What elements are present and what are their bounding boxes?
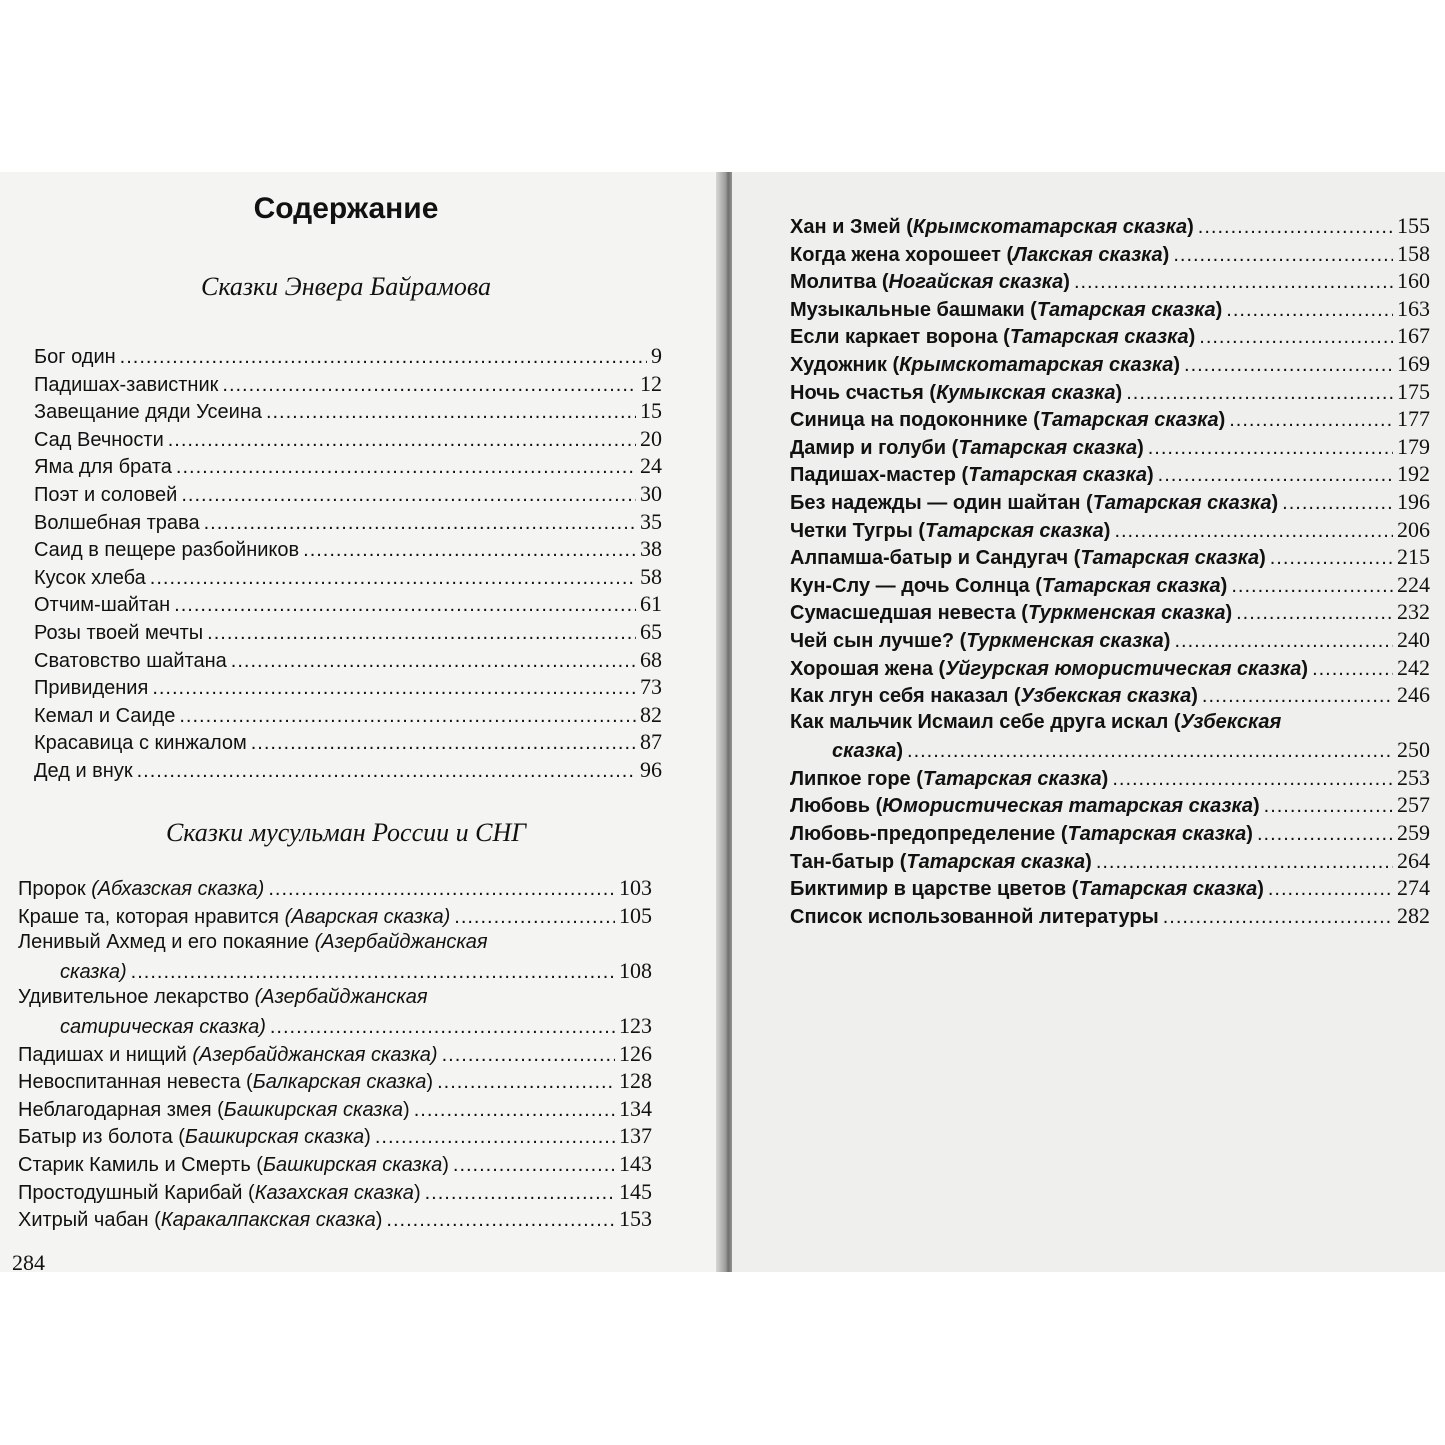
entry-page-number: 242 bbox=[1397, 654, 1430, 680]
dot-leader bbox=[1226, 297, 1393, 325]
entry-paren: ) bbox=[1163, 629, 1171, 652]
entry-genre: Юмористическая татарская сказка bbox=[882, 795, 1253, 818]
toc-entry bbox=[34, 370, 662, 398]
entry-page-number: 177 bbox=[1397, 406, 1430, 432]
entry-title: Отчим-шайтан bbox=[34, 594, 171, 617]
toc-list-bayramov bbox=[34, 342, 662, 784]
dot-leader bbox=[137, 758, 636, 786]
contents-heading: Содержание bbox=[253, 192, 439, 225]
toc-entry bbox=[790, 902, 1430, 930]
dot-leader bbox=[1158, 462, 1393, 490]
dot-leader bbox=[1282, 490, 1393, 518]
dot-leader bbox=[1114, 518, 1393, 546]
book-spread bbox=[0, 172, 1445, 1275]
entry-paren: ) bbox=[413, 1181, 421, 1204]
toc-entry bbox=[790, 847, 1430, 875]
entry-title: Сватовство шайтана bbox=[34, 649, 227, 672]
entry-title: Кусок хлеба bbox=[34, 566, 146, 589]
entry-page-number: 167 bbox=[1397, 323, 1430, 349]
entry-page-number: 134 bbox=[619, 1095, 652, 1121]
toc-entry bbox=[790, 543, 1430, 571]
toc-entry bbox=[790, 764, 1430, 792]
entry-page-number: 158 bbox=[1397, 240, 1430, 266]
toc-entry bbox=[790, 267, 1430, 295]
right-page bbox=[732, 172, 1445, 1272]
entry-page-number: 215 bbox=[1397, 544, 1430, 570]
dot-leader bbox=[442, 1042, 615, 1070]
entry-title: Розы твоей мечты bbox=[34, 621, 204, 644]
dot-leader bbox=[386, 1207, 615, 1235]
entry-title: Любовь-предопределение ( bbox=[790, 823, 1068, 846]
dot-leader bbox=[303, 537, 636, 565]
entry-title: Как лгун себя наказал ( bbox=[790, 685, 1021, 708]
dot-leader bbox=[1096, 849, 1393, 877]
entry-page-number: 163 bbox=[1397, 295, 1430, 321]
entry-paren: ) bbox=[1252, 795, 1260, 818]
entry-genre: Лакская сказка bbox=[1013, 243, 1163, 266]
entry-genre: (Азербайджанская сказка) bbox=[192, 1043, 438, 1066]
toc-entry bbox=[18, 1150, 652, 1178]
toc-entry bbox=[18, 984, 652, 1039]
toc-entry bbox=[34, 397, 662, 425]
entry-page-number: 82 bbox=[640, 701, 662, 727]
toc-entry bbox=[790, 571, 1430, 599]
toc-entry bbox=[790, 654, 1430, 682]
toc-entry bbox=[18, 1095, 652, 1123]
entry-genre: Татарская сказка bbox=[925, 519, 1104, 542]
entry-paren: ) bbox=[1188, 326, 1196, 349]
dot-leader bbox=[453, 1152, 615, 1180]
dot-leader bbox=[1202, 683, 1393, 711]
dot-leader bbox=[176, 454, 636, 482]
dot-leader bbox=[168, 427, 636, 455]
entry-genre: (Абхазская сказка) bbox=[91, 878, 265, 900]
entry-title: Хитрый чабан ( bbox=[18, 1209, 161, 1232]
entry-page-number: 196 bbox=[1397, 488, 1430, 514]
entry-page-number: 68 bbox=[640, 646, 662, 672]
dot-leader bbox=[120, 344, 647, 372]
entry-page-number: 38 bbox=[640, 536, 662, 562]
entry-page-number: 246 bbox=[1397, 682, 1430, 708]
toc-entry bbox=[34, 646, 662, 674]
entry-paren: ) bbox=[1162, 243, 1170, 266]
left-page bbox=[0, 172, 720, 1275]
entry-paren: ) bbox=[1257, 878, 1264, 901]
entry-genre: Узбекская сказка bbox=[1020, 685, 1192, 708]
entry-title: Поэт и соловей bbox=[34, 483, 178, 506]
entry-title: Простодушный Карибай ( bbox=[18, 1181, 255, 1204]
dot-leader bbox=[266, 399, 636, 427]
dot-leader bbox=[1231, 573, 1393, 601]
entry-genre: Татарская сказка bbox=[1009, 326, 1189, 349]
entry-title: Биктимир в царстве цветов ( bbox=[790, 878, 1079, 901]
dot-leader bbox=[1236, 600, 1393, 628]
dot-leader bbox=[1074, 269, 1393, 297]
dot-leader bbox=[150, 565, 636, 593]
entry-paren: ) bbox=[1115, 381, 1123, 404]
toc-entry bbox=[34, 728, 662, 756]
entry-title: Привидения bbox=[34, 677, 149, 700]
dot-leader bbox=[1268, 876, 1393, 904]
entry-title: Хорошая жена ( bbox=[790, 657, 946, 680]
entry-paren: ) bbox=[1063, 271, 1070, 294]
entry-title: Удивительное лекарство bbox=[18, 986, 255, 1009]
entry-title: Падишах-завистник bbox=[34, 373, 219, 396]
entry-page-number: 123 bbox=[619, 1012, 652, 1038]
dot-leader bbox=[179, 703, 636, 731]
entry-paren: ) bbox=[1301, 657, 1309, 680]
entry-genre: Татарская сказка bbox=[1036, 298, 1216, 321]
dot-leader bbox=[152, 675, 636, 703]
entry-genre-cont: сатирическая сказка) bbox=[60, 1015, 266, 1038]
entry-title: Кемал и Саиде bbox=[34, 704, 176, 727]
entry-title: Ленивый Ахмед и его покаяние bbox=[18, 931, 315, 954]
dot-leader bbox=[1174, 628, 1393, 656]
toc-entry bbox=[790, 322, 1430, 350]
entry-title: Липкое горе ( bbox=[790, 767, 923, 790]
entry-genre: Татарская сказка bbox=[958, 436, 1138, 459]
entry-genre: Татарская сказка bbox=[922, 767, 1102, 790]
entry-paren: ) bbox=[1246, 823, 1253, 846]
toc-entry bbox=[790, 598, 1430, 626]
entry-paren: ) bbox=[1218, 409, 1226, 432]
entry-title: Дамир и голуби ( bbox=[790, 436, 959, 459]
entry-page-number: 145 bbox=[619, 1178, 652, 1204]
entry-page-number: 155 bbox=[1397, 213, 1430, 238]
entry-page-number: 65 bbox=[640, 618, 662, 644]
toc-entry bbox=[790, 378, 1430, 406]
entry-title: Неблагодарная змея ( bbox=[18, 1098, 224, 1121]
toc-entry bbox=[790, 295, 1430, 323]
entry-title: Падишах-мастер ( bbox=[790, 464, 969, 487]
toc-entry bbox=[790, 350, 1430, 378]
entry-page-number: 240 bbox=[1397, 626, 1430, 652]
dot-leader bbox=[425, 1180, 615, 1208]
dot-leader bbox=[268, 876, 615, 904]
entry-page-number: 253 bbox=[1397, 764, 1430, 790]
entry-page-number: 24 bbox=[640, 453, 662, 479]
entry-page-number: 108 bbox=[619, 957, 652, 983]
entry-genre: Каракалпакская сказка bbox=[160, 1209, 376, 1232]
entry-genre: Татарская сказка bbox=[1039, 409, 1219, 432]
toc-list-right bbox=[790, 212, 1430, 929]
entry-genre: Татарская сказка bbox=[968, 464, 1147, 487]
dot-leader bbox=[131, 959, 615, 987]
entry-paren: ) bbox=[896, 740, 904, 763]
dot-leader bbox=[1229, 407, 1393, 435]
entry-genre: Уйгурская юмористическая сказка bbox=[945, 657, 1302, 680]
entry-page-number: 20 bbox=[640, 425, 662, 451]
entry-genre: Крымскотатарская сказка bbox=[912, 216, 1188, 238]
toc-entry bbox=[18, 1205, 652, 1233]
entry-genre-cont: сказка) bbox=[60, 960, 127, 983]
entry-page-number: 160 bbox=[1397, 268, 1430, 294]
entry-title: Алпамша-батыр и Сандугач ( bbox=[790, 547, 1081, 570]
toc-entry bbox=[34, 701, 662, 729]
entry-page-number: 103 bbox=[619, 875, 652, 900]
entry-genre: Казахская сказка bbox=[254, 1181, 414, 1204]
toc-entry bbox=[790, 874, 1430, 902]
dot-leader bbox=[1270, 545, 1393, 573]
entry-page-number: 30 bbox=[640, 480, 662, 506]
toc-entry bbox=[790, 709, 1430, 764]
entry-genre: Татарская сказка bbox=[1092, 491, 1272, 514]
toc-entry bbox=[790, 681, 1430, 709]
entry-title: Кун-Слу — дочь Солнца ( bbox=[790, 574, 1042, 597]
toc-entry bbox=[34, 425, 662, 453]
toc-entry bbox=[34, 535, 662, 563]
entry-page-number: 192 bbox=[1397, 461, 1430, 487]
dot-leader bbox=[251, 730, 636, 758]
entry-title: Без надежды — один шайтан ( bbox=[790, 491, 1093, 514]
entry-title: Молитва ( bbox=[790, 271, 889, 294]
entry-page-number: 175 bbox=[1397, 378, 1430, 404]
entry-page-number: 206 bbox=[1397, 516, 1430, 542]
entry-page-number: 224 bbox=[1397, 571, 1430, 597]
entry-genre: Узбекская bbox=[1180, 710, 1282, 733]
dot-leader bbox=[1126, 380, 1393, 408]
toc-entry bbox=[790, 488, 1430, 516]
dot-leader bbox=[1257, 821, 1393, 849]
entry-title: Синица на подоконнике ( bbox=[790, 409, 1040, 432]
entry-paren: ) bbox=[1220, 574, 1228, 597]
toc-list-muslims bbox=[18, 874, 652, 1233]
entry-title: Список использованной литературы bbox=[790, 905, 1159, 928]
section-title-muslims: Сказки мусульман России и СНГ bbox=[165, 818, 527, 847]
entry-title: Дед и внук bbox=[34, 759, 133, 782]
dot-leader bbox=[207, 620, 636, 648]
entry-title: Музыкальные башмаки ( bbox=[790, 298, 1037, 321]
entry-paren: ) bbox=[1103, 519, 1111, 542]
entry-title: Красавица с кинжалом bbox=[34, 732, 247, 755]
toc-entry bbox=[790, 626, 1430, 654]
entry-page-number: 61 bbox=[640, 591, 662, 617]
section-title-bayramov: Сказки Энвера Байрамова bbox=[201, 272, 491, 301]
toc-entry bbox=[34, 756, 662, 784]
toc-entry bbox=[18, 902, 652, 930]
dot-leader bbox=[1163, 904, 1393, 932]
entry-genre: (Азербайджанская bbox=[254, 986, 428, 1009]
entry-page-number: 12 bbox=[640, 370, 662, 396]
entry-genre: Крымскотатарская сказка bbox=[899, 353, 1174, 376]
dot-leader bbox=[204, 510, 636, 538]
toc-entry bbox=[34, 563, 662, 591]
toc-entry bbox=[790, 460, 1430, 488]
entry-title: Сумасшедшая невеста ( bbox=[790, 602, 1028, 625]
dot-leader bbox=[174, 592, 636, 620]
toc-entry bbox=[790, 212, 1430, 240]
dot-leader bbox=[437, 1069, 615, 1097]
entry-page-number: 250 bbox=[1397, 737, 1430, 763]
entry-genre: Татарская сказка bbox=[1067, 823, 1247, 846]
toc-entry bbox=[18, 1178, 652, 1206]
entry-genre-cont: сказка bbox=[832, 740, 897, 763]
entry-page-number: 73 bbox=[640, 674, 662, 700]
dot-leader bbox=[222, 372, 636, 400]
entry-title: Краше та, которая нравится bbox=[18, 905, 285, 928]
dot-leader bbox=[1198, 214, 1393, 242]
entry-page-number: 153 bbox=[619, 1206, 652, 1232]
entry-genre: Татарская сказка bbox=[1080, 547, 1260, 570]
toc-entry-first-line bbox=[18, 984, 652, 1012]
entry-paren: ) bbox=[403, 1098, 410, 1121]
entry-title: Сад Вечности bbox=[34, 428, 164, 451]
entry-title: Когда жена хорошеет ( bbox=[790, 243, 1014, 266]
entry-paren: ) bbox=[1259, 547, 1266, 570]
entry-title: Чей сын лучше? ( bbox=[790, 629, 967, 652]
entry-paren: ) bbox=[1146, 464, 1154, 487]
entry-page-number: 87 bbox=[640, 729, 662, 755]
entry-genre: Татарская сказка bbox=[1078, 878, 1258, 901]
entry-paren: ) bbox=[426, 1071, 434, 1094]
entry-title: Саид в пещере разбойников bbox=[34, 539, 300, 562]
dot-leader bbox=[454, 904, 615, 932]
entry-page-number: 259 bbox=[1397, 820, 1430, 846]
dot-leader bbox=[1184, 352, 1393, 380]
toc-entry-first-line bbox=[790, 709, 1430, 737]
entry-paren: ) bbox=[1101, 767, 1109, 790]
entry-page-number: 9 bbox=[651, 343, 662, 368]
toc-entry bbox=[790, 516, 1430, 544]
entry-genre: Башкирская сказка bbox=[262, 1153, 443, 1176]
toc-entry bbox=[34, 673, 662, 701]
entry-page-number: 128 bbox=[619, 1068, 652, 1094]
entry-page-number: 35 bbox=[640, 508, 662, 534]
toc-entry bbox=[34, 342, 662, 370]
dot-leader bbox=[1199, 324, 1393, 352]
entry-title: Падишах и нищий bbox=[18, 1043, 193, 1066]
entry-page-number: 179 bbox=[1397, 433, 1430, 459]
entry-title: Художник ( bbox=[790, 353, 900, 376]
entry-title: Хан и Змей ( bbox=[790, 216, 913, 238]
entry-title: Бог один bbox=[34, 346, 116, 368]
entry-page-number: 96 bbox=[640, 756, 662, 782]
entry-genre: (Азербайджанская bbox=[314, 931, 488, 954]
entry-title: Волшебная трава bbox=[34, 511, 200, 534]
entry-paren: ) bbox=[442, 1153, 449, 1176]
entry-title: Тан-батыр ( bbox=[790, 850, 907, 873]
entry-paren: ) bbox=[1225, 602, 1233, 625]
entry-title: Пророк bbox=[18, 878, 92, 900]
dot-leader bbox=[1312, 656, 1393, 684]
toc-entry bbox=[34, 618, 662, 646]
entry-title: Невоспитанная невеста ( bbox=[18, 1071, 253, 1094]
toc-entry bbox=[34, 590, 662, 618]
toc-entry bbox=[790, 240, 1430, 268]
dot-leader bbox=[1173, 242, 1393, 270]
dot-leader bbox=[1264, 793, 1393, 821]
entry-paren: ) bbox=[1271, 491, 1279, 514]
entry-genre: Башкирская сказка bbox=[184, 1126, 365, 1149]
entry-genre: Татарская сказка bbox=[1041, 574, 1221, 597]
entry-title: Ночь счастья ( bbox=[790, 381, 937, 404]
entry-genre: Башкирская сказка bbox=[223, 1098, 404, 1121]
entry-page-number: 264 bbox=[1397, 847, 1430, 873]
entry-genre: Туркменская сказка bbox=[966, 629, 1164, 652]
page-number: 284 bbox=[12, 1250, 45, 1275]
toc-entry bbox=[18, 929, 652, 984]
dot-leader bbox=[270, 1014, 615, 1042]
entry-page-number: 58 bbox=[640, 563, 662, 589]
entry-page-number: 15 bbox=[640, 398, 662, 424]
entry-title: Четки Тугры ( bbox=[790, 519, 925, 542]
entry-paren: ) bbox=[1137, 436, 1144, 459]
toc-entry bbox=[790, 433, 1430, 461]
entry-title: Завещание дяди Усеина bbox=[34, 401, 262, 424]
toc-entry bbox=[790, 791, 1430, 819]
toc-entry bbox=[18, 1122, 652, 1150]
entry-genre: Ногайская сказка bbox=[888, 271, 1064, 294]
entry-paren: ) bbox=[364, 1126, 371, 1149]
entry-page-number: 169 bbox=[1397, 350, 1430, 376]
toc-entry bbox=[34, 508, 662, 536]
entry-title: Если каркает ворона ( bbox=[790, 326, 1010, 349]
entry-page-number: 274 bbox=[1397, 875, 1430, 901]
toc-entry bbox=[18, 1067, 652, 1095]
entry-paren: ) bbox=[1191, 685, 1198, 708]
entry-page-number: 143 bbox=[619, 1150, 652, 1176]
entry-title: Батыр из болота ( bbox=[18, 1126, 185, 1149]
entry-genre: Кумыкская сказка bbox=[936, 381, 1116, 404]
entry-genre: Туркменская сказка bbox=[1027, 602, 1226, 625]
dot-leader bbox=[375, 1124, 615, 1152]
entry-page-number: 257 bbox=[1397, 792, 1430, 818]
dot-leader bbox=[1148, 435, 1393, 463]
entry-title: Как мальчик Исмаил себе друга искал ( bbox=[790, 710, 1181, 733]
toc-entry-first-line bbox=[18, 929, 652, 957]
toc-entry bbox=[18, 1040, 652, 1068]
entry-page-number: 232 bbox=[1397, 599, 1430, 625]
entry-genre: Татарская сказка bbox=[906, 850, 1086, 873]
entry-paren: ) bbox=[1085, 850, 1092, 873]
toc-entry bbox=[790, 819, 1430, 847]
dot-leader bbox=[414, 1097, 615, 1125]
entry-paren: ) bbox=[1215, 298, 1223, 321]
dot-leader bbox=[181, 482, 636, 510]
entry-genre: (Аварская сказка) bbox=[284, 905, 451, 928]
dot-leader bbox=[907, 738, 1393, 766]
entry-page-number: 126 bbox=[619, 1040, 652, 1066]
entry-page-number: 282 bbox=[1397, 902, 1430, 928]
dot-leader bbox=[231, 648, 636, 676]
entry-title: Старик Камиль и Смерть ( bbox=[18, 1153, 263, 1176]
toc-entry bbox=[790, 405, 1430, 433]
toc-entry bbox=[34, 452, 662, 480]
entry-title: Яма для брата bbox=[34, 456, 172, 479]
toc-entry bbox=[18, 874, 652, 902]
entry-title: Любовь ( bbox=[790, 795, 883, 818]
dot-leader bbox=[1112, 766, 1393, 794]
entry-page-number: 105 bbox=[619, 902, 652, 928]
entry-genre: Балкарская сказка bbox=[252, 1071, 427, 1094]
entry-paren: ) bbox=[1187, 216, 1194, 238]
toc-entry bbox=[34, 480, 662, 508]
entry-page-number: 137 bbox=[619, 1123, 652, 1149]
entry-paren: ) bbox=[1173, 353, 1181, 376]
entry-paren: ) bbox=[375, 1209, 383, 1232]
